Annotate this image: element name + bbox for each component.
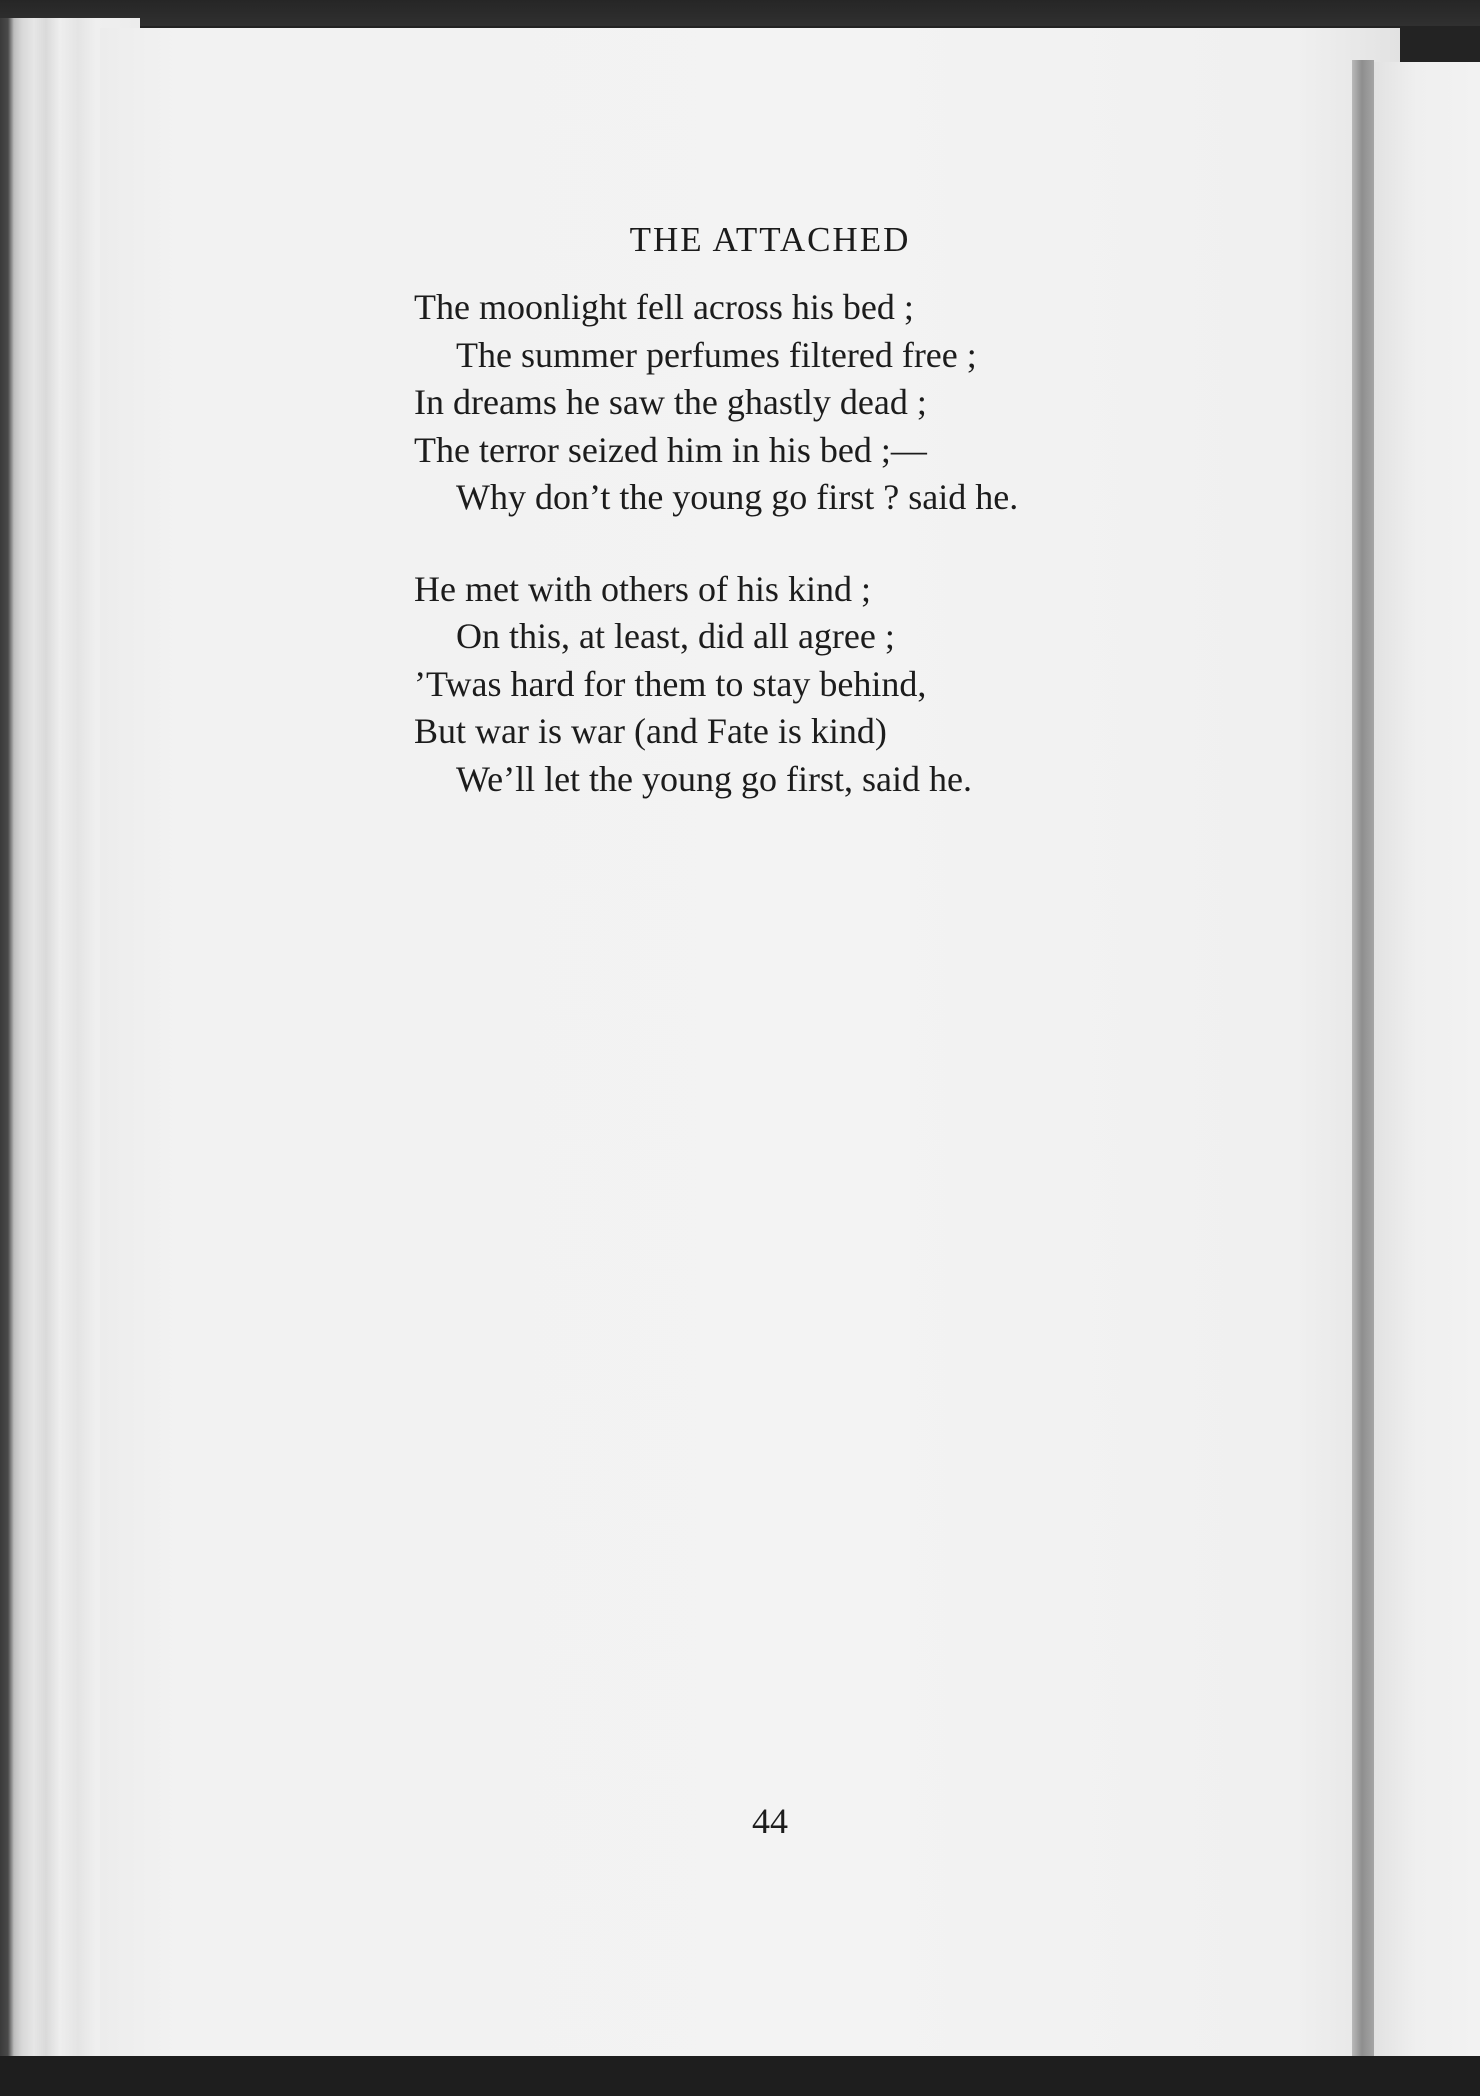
poem-line: The terror seized him in his bed ;— (414, 429, 927, 470)
poem-line: The moonlight fell across his bed ; (414, 287, 914, 327)
facing-page-edge (1374, 62, 1480, 2056)
poem-body (414, 284, 1174, 847)
stanza-2 (414, 566, 1174, 804)
page-number: 44 (752, 1801, 788, 1841)
poem-line: He met with others of his kind ; (414, 568, 871, 609)
poem-line: We’ll let the young go first, said he. (456, 758, 972, 799)
poem-line: Why don’t the young go first ? said he. (456, 477, 1019, 517)
poem-title: THE ATTACHED (629, 220, 911, 259)
scan-bottom-edge (0, 2056, 1480, 2096)
poem-line: In dreams he saw the ghastly dead ; (414, 382, 927, 422)
poem-line: On this, at least, did all agree ; (456, 616, 895, 656)
stanza-1 (414, 284, 1174, 522)
poem-line: The summer perfumes filtered free ; (456, 334, 977, 375)
poem-line: ’Twas hard for them to stay behind, (414, 663, 927, 704)
poem-line: But war is war (and Fate is kind) (414, 711, 887, 751)
page-gutter-shadow (1352, 60, 1374, 2056)
scan-top-edge (0, 0, 1480, 26)
